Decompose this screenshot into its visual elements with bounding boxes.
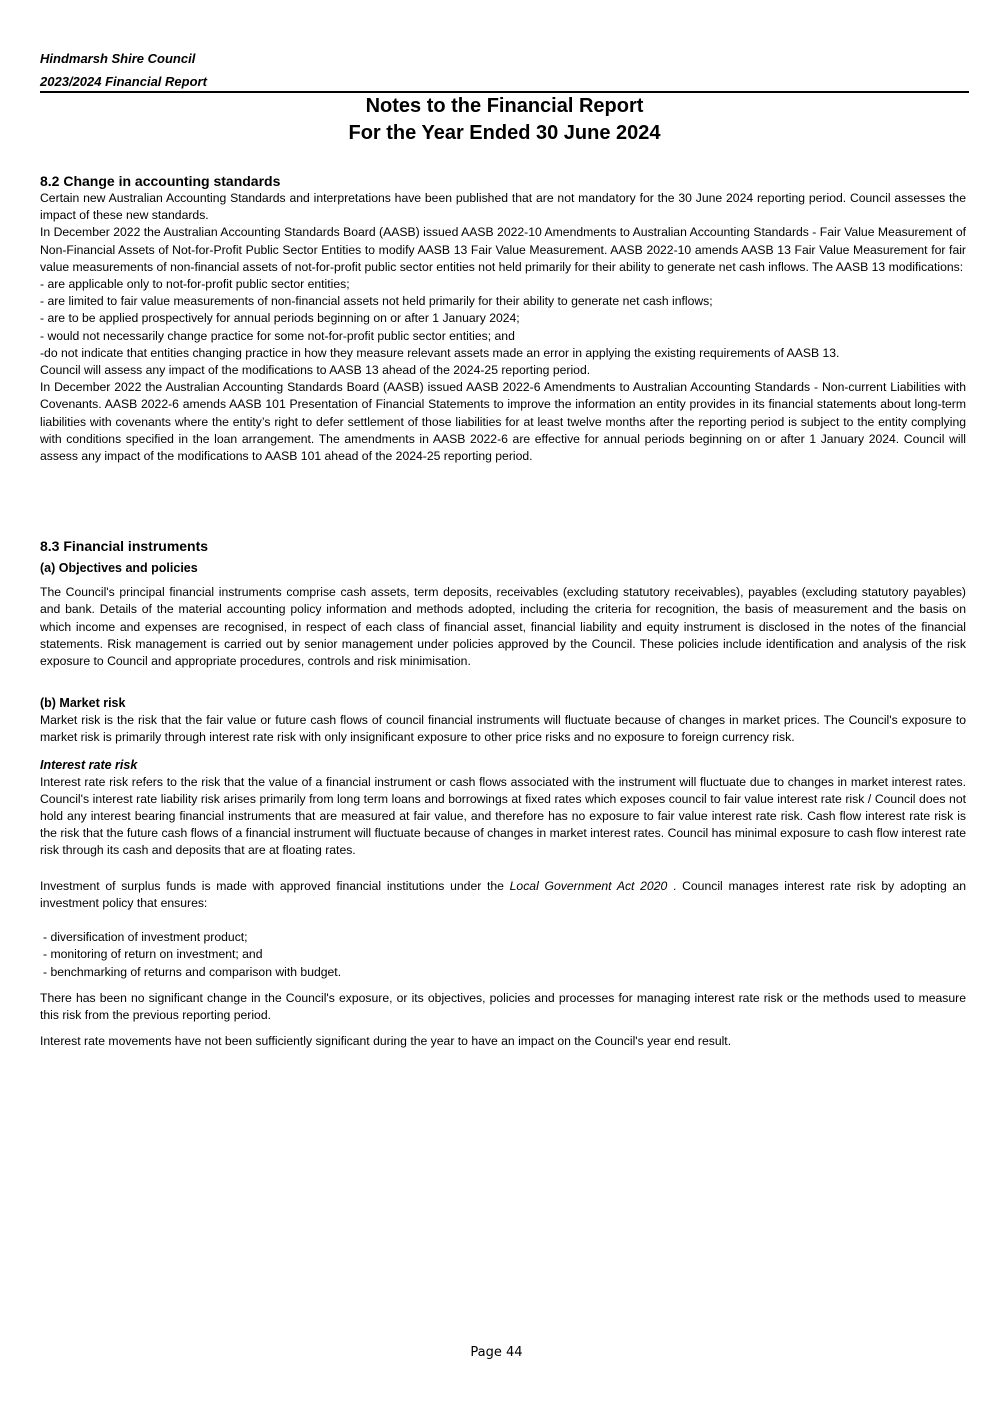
text-run: . Council manages interest rate risk by adopting an investment policy that ensures: <box>40 878 966 910</box>
list-item: - monitoring of return on investment; and <box>43 947 263 962</box>
page-number: Page 44 <box>470 1345 523 1360</box>
list-item: -do not indicate that entities changing practice in how they measure relevant assets made an error in applying the existing requirements of AASB 13. <box>40 345 840 360</box>
investment-list <box>40 929 966 981</box>
report-name: 2023/2024 Financial Report <box>40 74 207 89</box>
page-title: Notes to the Financial Report <box>365 95 644 117</box>
paragraph: Certain new Australian Accounting Standards and interpretations have been published that are not mandatory for the 30 June 2024 reporting period. Council assesses the impact of these new standards. <box>40 191 966 223</box>
subsection-heading-objectives: (a) Objectives and policies <box>40 561 198 576</box>
section-heading-8-2: 8.2 Change in accounting standards <box>40 173 281 189</box>
act-name: Local Government Act 2020 <box>509 878 668 893</box>
paragraph-investment <box>40 878 966 912</box>
document-body <box>40 172 966 1050</box>
paragraph: Interest rate movements have not been sufficiently significant during the year to have an impact on the Council's year end result. <box>40 1034 732 1049</box>
list-item: - diversification of investment product; <box>43 930 248 945</box>
list-item: - are limited to fair value measurements of non-financial assets not held primarily for their ability to generate net cash inflows; <box>40 294 713 309</box>
organisation-name: Hindmarsh Shire Council <box>40 51 196 66</box>
paragraph: In December 2022 the Australian Accounting Standards Board (AASB) issued AASB 2022-6 Amendments to Australian Accounting Standards - Non-current Liabilities with Covenants. AASB 2022-6 amends AASB 101 Presentation of Financial Statements to improve the information an entity provides in its financial statements about long-term liabilities with covenants where the entity’s right to defer settlement of those liabilities for at least twelve months after the reporting period is subject to the entity complying with conditions specified in the loan arrangement. The amendments in AASB 2022-6 are effective for annual periods beginning on or after 1 January 2024. Council will assess any impact of the modifications to AASB 101 ahead of the 2024-25 reporting period. <box>40 380 966 464</box>
paragraph: Interest rate risk refers to the risk that the value of a financial instrument or cash flows associated with the instrument will fluctuate due to changes in market interest rates. Council's interest rate liability risk arises primarily from long term loans and borrowings at fixed rates which exposes council to fair value interest rate risk / Council does not hold any interest bearing financial instruments that are measured at fair value, and therefore has no exposure to fair value interest rate risk. Cash flow interest rate risk is the risk that the future cash flows of a financial instrument will fluctuate because of changes in market interest rates. Council has minimal exposure to cash flow interest rate risk through its cash and deposits that are at floating rates. <box>40 774 966 858</box>
page-title-block <box>40 93 969 147</box>
section-heading-8-3: 8.3 Financial instruments <box>40 538 209 555</box>
list-item: - benchmarking of returns and comparison with budget. <box>43 964 342 979</box>
text-run: Investment of surplus funds is made with approved financial institutions under the <box>40 878 510 893</box>
paragraph: Market risk is the risk that the fair value or future cash flows of council financial instruments will fluctuate because of changes in market prices. The Council's exposure to market risk is primarily through interest rate risk with only insignificant exposure to other price risks and no exposure to foreign currency risk. <box>40 713 966 745</box>
page-subtitle: For the Year Ended 30 June 2024 <box>348 122 661 144</box>
paragraph: The Council's principal financial instruments comprise cash assets, term deposits, receivables (excluding statutory receivables), payables (excluding statutory payables) and bank. Details of the material accounting policy information and methods adopted, including the criteria for recognition, the basis of measurement and the basis on which income and expenses are recognised, in respect of each class of financial asset, financial liability and equity instrument is disclosed in the notes of the financial statements. Risk management is carried out by senior management under policies approved by the Council. These policies include identification and analysis of the risk exposure to Council and appropriate procedures, controls and risk minimisation. <box>40 585 966 669</box>
list-item: - are to be applied prospectively for annual periods beginning on or after 1 January 2024; <box>40 311 520 326</box>
subsection-heading-market-risk: (b) Market risk <box>40 696 126 711</box>
list-item: - are applicable only to not-for-profit public sector entities; <box>40 277 350 292</box>
paragraph: There has been no significant change in the Council's exposure, or its objectives, policies and processes for managing interest rate risk or the methods used to measure this risk from the previous reporting period. <box>40 990 966 1022</box>
document-header <box>40 50 969 91</box>
list-item: - would not necessarily change practice for some not-for-profit public sector entities; and <box>40 328 515 343</box>
paragraph: Council will assess any impact of the modifications to AASB 13 ahead of the 2024-25 reporting period. <box>40 363 591 378</box>
subsection-heading-interest-rate-risk: Interest rate risk <box>40 757 138 772</box>
paragraph: In December 2022 the Australian Accounting Standards Board (AASB) issued AASB 2022-10 Amendments to Australian Accounting Standards - Fair Value Measurement of Non-Financial Assets of Not-for-Profit Public Sector Entities to modify AASB 13 Fair Value Measurement. AASB 2022-10 amends AASB 13 Fair Value Measurement for fair value measurements of non-financial assets of not-for-profit public sector entities not held primarily for their ability to generate net cash inflows. The AASB 13 modifications: <box>40 225 966 274</box>
